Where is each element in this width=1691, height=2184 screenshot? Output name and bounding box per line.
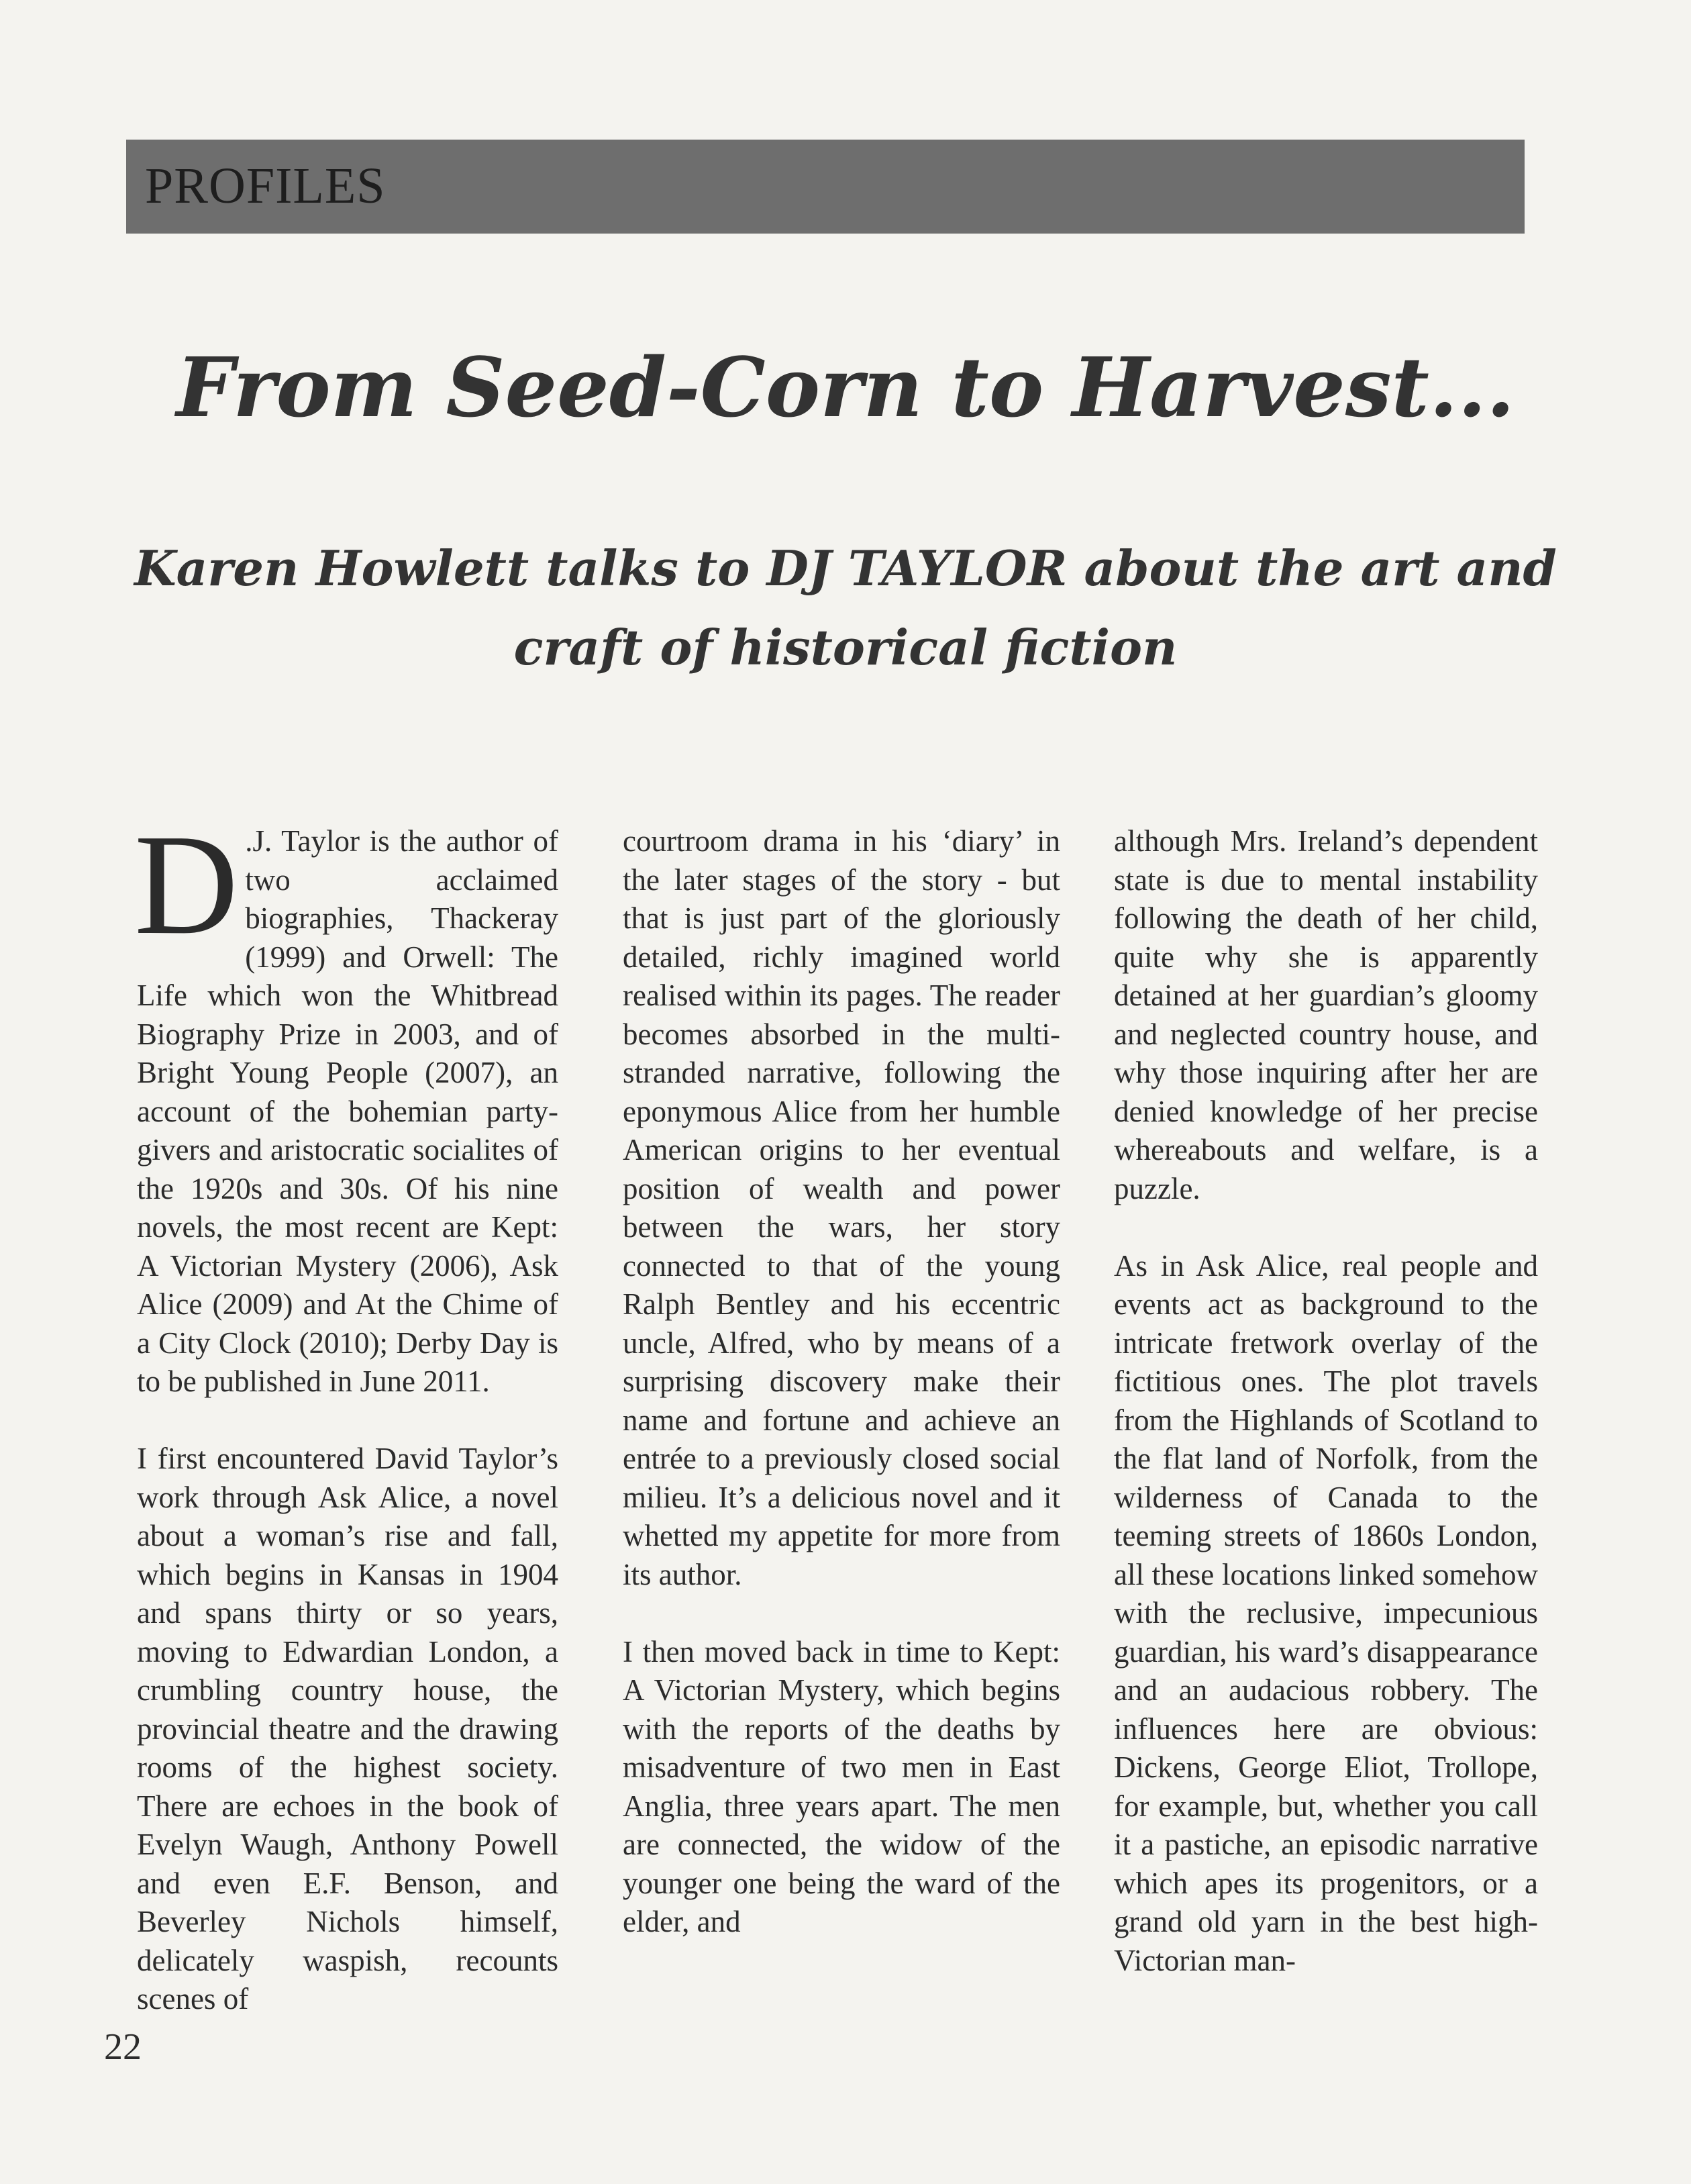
article-title: From Seed-Corn to Harvest... (176, 339, 1515, 436)
paragraph: although Mrs. Ireland’s dependent state is due to mental instability following the death of her child, quite why she is apparently detained at her guardian’s gloomy and neglected country house, and why those inquiring after her are denied knowledge of her precise whereabouts and welfare, is a puzzle. (1114, 824, 1538, 1205)
paragraph: courtroom drama in his ‘diary’ in the later stages of the story - but that is just part of the gloriously detailed, richly imagined world realised within its pages. The reader becomes absorbed in the multi-stranded narrative, following the eponymous Alice from her humble American origins to her eventual position of wealth and power between the wars, her story connected to that of the young Ralph Bentley and his eccentric uncle, Alfred, who by means of a surprising discovery make their name and fortune and achieve an entrée to a previously closed social milieu. It’s a delicious novel and it whetted my appetite for more from its author. (623, 824, 1060, 1591)
article-column-3 (1114, 822, 1538, 2019)
article-column-2 (623, 822, 1060, 1980)
drop-cap: D (134, 804, 239, 964)
paragraph: I first encountered David Taylor’s work through Ask Alice, a novel about a woman’s rise and fall, which begins in Kansas in 1904 and spans thirty or so years, moving to Edwardian London, a crumbling country house, the provincial theatre and the drawing rooms of the highest society. There are echoes in the book of Evelyn Waugh, Anthony Powell and even E.F. Benson, and Beverley Nichols himself, delicately waspish, recounts scenes of (137, 1442, 558, 2016)
article-column-1 (134, 804, 558, 2057)
paragraph (134, 804, 558, 1401)
paragraph: As in Ask Alice, real people and events act as background to the intricate fretwork overlay of the fictitious ones. The plot travels from the Highlands of Scotland to the flat land of Norfolk, from the wilderness of Canada to the teeming streets of 1860s London, all these locations linked somehow with the reclusive, impecunious guardian, his ward’s disappearance and an audacious robbery. The influences here are obvious: Dickens, George Eliot, Trollope, for example, but, whether you call it a pastiche, an episodic narrative which apes its progenitors, or a grand old yarn in the best high-Victorian man- (1114, 1248, 1538, 1977)
paragraph: I then moved back in time to Kept: A Victorian Mystery, which begins with the reports of the deaths by misadventure of two men in East Anglia, three years apart. The men are connected, the widow of the younger one being the ward of the elder, and (623, 1634, 1060, 1938)
section-label: PROFILES (145, 158, 386, 214)
page-number: 22 (104, 2026, 142, 2068)
article-subtitle: Karen Howlett talks to DJ TAYLOR about the art and craft of historical fiction (134, 540, 1557, 676)
section-header-bar (126, 140, 1525, 234)
paragraph-text: .J. Taylor is the author of two acclaimed biographies, Thackeray (1999) and Orwell: The Life which won the Whitbread Biography Prize in 2003, and of Bright Young People (2007), an account of the bohemian party-givers and aristocratic socialites of the 1920s and 30s. Of his nine novels, the most recent are Kept: A Victorian Mystery (2006), Ask Alice (2009) and At the Chime of a City Clock (2010); Derby Day is to be published in June 2011. (137, 824, 558, 1398)
